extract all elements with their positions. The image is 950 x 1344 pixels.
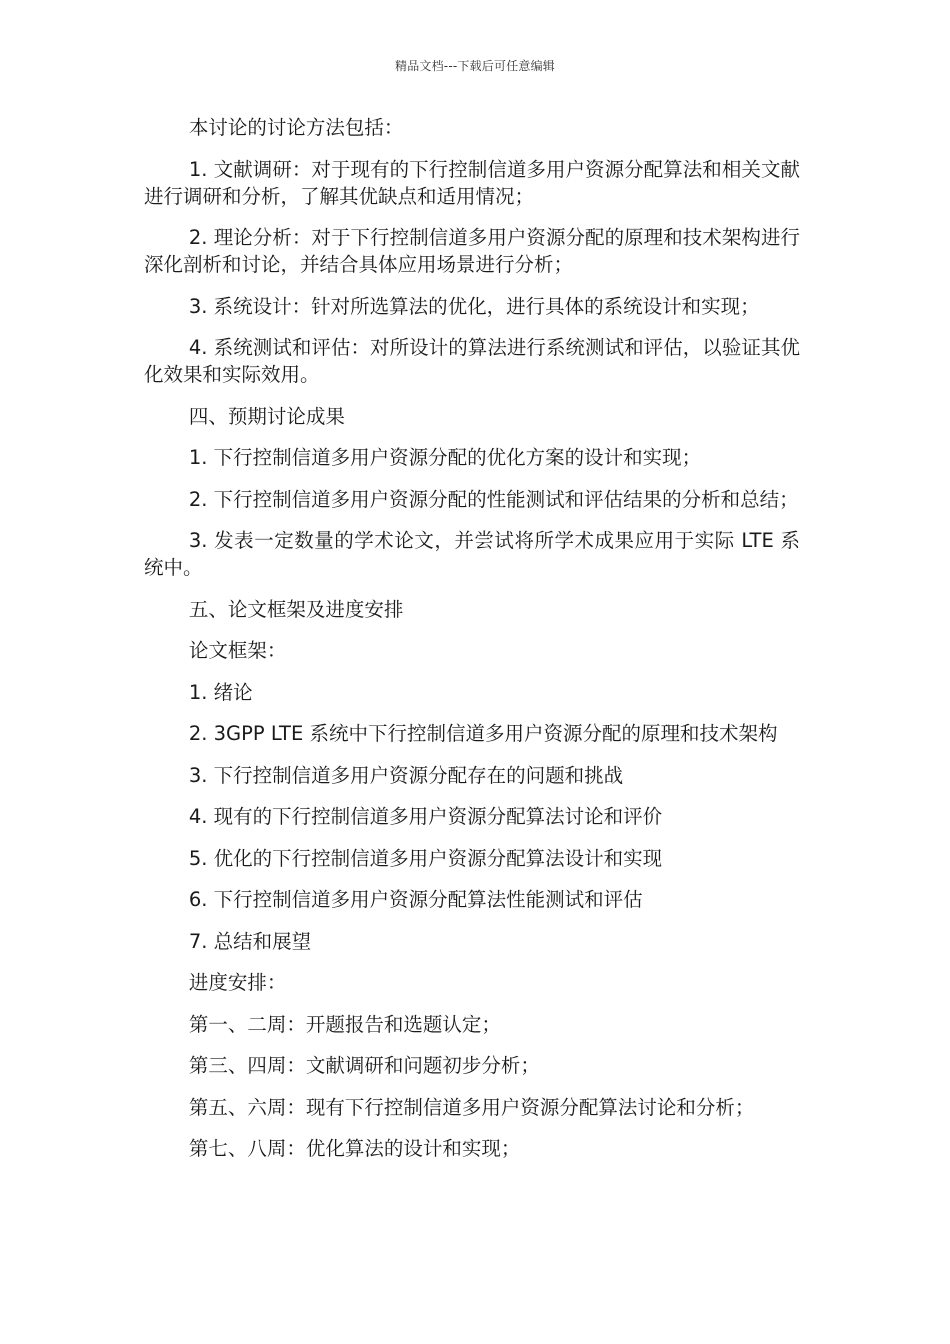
schedule-item-weeks-1-2: 第一、二周：开题报告和选题认定；: [188, 1012, 501, 1036]
page-header: 精品文档---下载后可任意编辑: [395, 59, 555, 73]
framework-item-7: 7. 总结和展望: [188, 929, 312, 953]
paragraph-method-testing: 4. 系统测试和评估：对所设计的算法进行系统测试和评估，以验证其优化效果和实际效用。: [144, 336, 800, 386]
paragraph-result-2: 2. 下行控制信道多用户资源分配的性能测试和评估结果的分析和总结；: [188, 487, 799, 511]
framework-item-1: 1. 绪论: [188, 680, 253, 704]
framework-item-3: 3. 下行控制信道多用户资源分配存在的问题和挑战: [188, 763, 624, 787]
paragraph-method-theory: 2. 理论分析：对于下行控制信道多用户资源分配的原理和技术架构进行深化剖析和讨论，并结合具体应用场景进行分析；: [144, 226, 800, 276]
section-heading-expected-results: 四、预期讨论成果: [188, 404, 345, 428]
schedule-item-weeks-5-6: 第五、六周：现有下行控制信道多用户资源分配算法讨论和分析；: [188, 1095, 755, 1119]
paragraph-result-3: 3. 发表一定数量的学术论文，并尝试将所学术成果应用于实际 LTE 系统中。: [144, 529, 800, 579]
paragraph-framework-label: 论文框架：: [188, 639, 287, 662]
paragraph-method-design: 3. 系统设计：针对所选算法的优化，进行具体的系统设计和实现；: [188, 294, 760, 318]
paragraph-methods-intro: 本讨论的讨论方法包括：: [188, 116, 404, 139]
schedule-item-weeks-3-4: 第三、四周：文献调研和问题初步分析；: [188, 1054, 540, 1077]
framework-item-2: 2. 3GPP LTE 系统中下行控制信道多用户资源分配的原理和技术架构: [188, 722, 778, 745]
framework-item-5: 5. 优化的下行控制信道多用户资源分配算法设计和实现: [188, 846, 663, 870]
section-heading-framework-schedule: 五、论文框架及进度安排: [188, 597, 404, 621]
schedule-item-weeks-7-8: 第七、八周：优化算法的设计和实现；: [188, 1137, 521, 1160]
framework-item-4: 4. 现有的下行控制信道多用户资源分配算法讨论和评价: [188, 805, 663, 828]
document-body: [144, 114, 800, 1177]
paragraph-result-1: 1. 下行控制信道多用户资源分配的优化方案的设计和实现；: [188, 446, 702, 469]
paragraph-method-literature: 1. 文献调研：对于现有的下行控制信道多用户资源分配算法和相关文献进行调研和分析，了解其优缺点和适用情况；: [144, 157, 800, 208]
framework-item-6: 6. 下行控制信道多用户资源分配算法性能测试和评估: [188, 888, 643, 911]
paragraph-schedule-label: 进度安排：: [188, 971, 287, 994]
